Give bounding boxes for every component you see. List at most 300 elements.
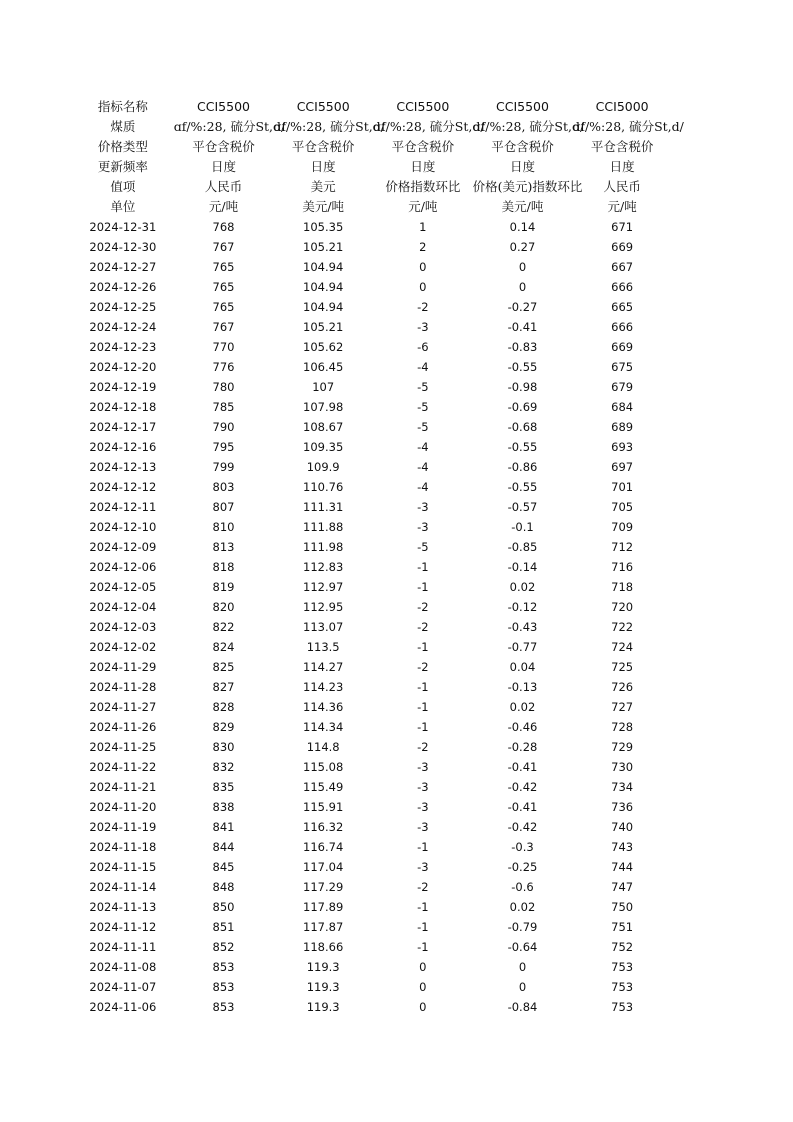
row-label: 煤质: [110, 119, 136, 134]
price-rmb-cell: 830: [212, 740, 235, 754]
cci5000-price-cell: 722: [611, 620, 634, 634]
index-change-cell: -3: [417, 760, 429, 774]
price-usd-cell: 114.36: [303, 700, 344, 714]
date-cell: 2024-12-03: [89, 620, 157, 634]
price-usd-cell: 108.67: [303, 420, 344, 434]
cci5000-price-cell: 747: [611, 880, 634, 894]
cci5000-price-cell: 666: [611, 320, 634, 334]
cci5000-price-cell: 753: [611, 960, 634, 974]
table-row: [72, 917, 672, 937]
cci5000-price-cell: 730: [611, 760, 634, 774]
header-cell-frequency: 日度: [410, 159, 436, 174]
date-cell: 2024-11-22: [89, 760, 157, 774]
index-change-cell: 0: [419, 980, 427, 994]
date-cell: 2024-11-20: [89, 800, 157, 814]
header-cell-price-type: 平仓含税价: [291, 139, 355, 154]
price-rmb-cell: 828: [212, 700, 235, 714]
index-change-cell: -5: [417, 420, 429, 434]
header-cell-quality: ɑf/%:28, 硫分St,d/: [273, 119, 385, 134]
date-cell: 2024-12-09: [89, 540, 157, 554]
index-change-cell: -5: [417, 380, 429, 394]
index-change-cell: -1: [417, 580, 429, 594]
index-change-cell: -1: [417, 680, 429, 694]
table-row: [72, 657, 672, 677]
date-cell: 2024-11-26: [89, 720, 157, 734]
index-change-cell: -5: [417, 540, 429, 554]
price-usd-cell: 111.88: [303, 520, 344, 534]
date-cell: 2024-11-08: [89, 960, 157, 974]
header-cell-quality: ɑf/%:28, 硫分St,d/: [572, 119, 684, 134]
price-rmb-cell: 825: [212, 660, 235, 674]
date-cell: 2024-12-06: [89, 560, 157, 574]
price-type-row: [72, 137, 672, 157]
price-rmb-cell: 810: [212, 520, 235, 534]
price-rmb-cell: 820: [212, 600, 235, 614]
usd-index-change-cell: 0.14: [509, 220, 536, 234]
price-rmb-cell: 832: [212, 760, 235, 774]
usd-index-change-cell: -0.55: [507, 360, 538, 374]
index-change-cell: -3: [417, 320, 429, 334]
price-usd-cell: 117.87: [303, 920, 344, 934]
price-usd-cell: 115.91: [303, 800, 344, 814]
date-cell: 2024-12-24: [89, 320, 157, 334]
price-usd-cell: 107: [312, 380, 335, 394]
price-rmb-cell: 844: [212, 840, 235, 854]
date-cell: 2024-11-29: [89, 660, 157, 674]
usd-index-change-cell: -0.14: [507, 560, 538, 574]
price-usd-cell: 105.62: [303, 340, 344, 354]
price-rmb-cell: 799: [212, 460, 235, 474]
table-row: [72, 437, 672, 457]
header-cell-unit: 美元/吨: [302, 199, 345, 214]
price-usd-cell: 119.3: [306, 960, 340, 974]
index-change-cell: -2: [417, 620, 429, 634]
usd-index-change-cell: -0.55: [507, 440, 538, 454]
index-change-cell: -2: [417, 660, 429, 674]
price-usd-cell: 119.3: [306, 1000, 340, 1014]
date-cell: 2024-12-11: [89, 500, 157, 514]
date-cell: 2024-12-19: [89, 380, 157, 394]
cci5000-price-cell: 728: [611, 720, 634, 734]
usd-index-change-cell: -0.3: [511, 840, 534, 854]
date-cell: 2024-11-07: [89, 980, 157, 994]
price-rmb-cell: 818: [212, 560, 235, 574]
cci5000-price-cell: 725: [611, 660, 634, 674]
price-usd-cell: 119.3: [306, 980, 340, 994]
cci5000-price-cell: 753: [611, 1000, 634, 1014]
index-change-cell: -1: [417, 720, 429, 734]
header-cell-unit: 美元/吨: [501, 199, 544, 214]
cci5000-price-cell: 753: [611, 980, 634, 994]
price-rmb-cell: 835: [212, 780, 235, 794]
table-row: [72, 257, 672, 277]
price-usd-cell: 105.21: [303, 240, 344, 254]
usd-index-change-cell: -0.79: [507, 920, 538, 934]
table-row: [72, 497, 672, 517]
header-cell-quality: ɑf/%:28, 硫分St,d/: [373, 119, 485, 134]
header-cell-unit: 元/吨: [208, 199, 239, 214]
header-cell-name: CCI5500: [197, 99, 250, 114]
cci5000-price-cell: 709: [611, 520, 634, 534]
index-change-cell: -3: [417, 780, 429, 794]
price-rmb-cell: 785: [212, 400, 235, 414]
price-usd-cell: 112.97: [303, 580, 344, 594]
date-cell: 2024-12-12: [89, 480, 157, 494]
table-body: [72, 97, 684, 1017]
usd-index-change-cell: -0.83: [507, 340, 538, 354]
price-usd-cell: 105.21: [303, 320, 344, 334]
header-cell-name: CCI5500: [496, 99, 549, 114]
price-rmb-cell: 853: [212, 980, 235, 994]
table-row: [72, 717, 672, 737]
cci5000-price-cell: 697: [611, 460, 634, 474]
header-cell-frequency: 日度: [609, 159, 635, 174]
value-item-row: [72, 177, 672, 197]
table-row: [72, 897, 672, 917]
usd-index-change-cell: -0.13: [507, 680, 538, 694]
header-cell-price-type: 平仓含税价: [391, 139, 455, 154]
index-change-cell: 0: [419, 1000, 427, 1014]
price-usd-cell: 117.29: [303, 880, 344, 894]
date-cell: 2024-11-14: [89, 880, 157, 894]
table-row: [72, 377, 672, 397]
date-cell: 2024-12-04: [89, 600, 157, 614]
table-row: [72, 577, 672, 597]
header-cell-frequency: 日度: [310, 159, 336, 174]
header-cell-name: CCI5000: [595, 99, 649, 114]
cci5000-price-cell: 743: [611, 840, 634, 854]
index-change-cell: -3: [417, 520, 429, 534]
cci5000-price-cell: 752: [611, 940, 634, 954]
price-usd-cell: 104.94: [303, 300, 344, 314]
price-rmb-cell: 824: [212, 640, 235, 654]
date-cell: 2024-11-13: [89, 900, 157, 914]
usd-index-change-cell: -0.69: [507, 400, 538, 414]
usd-index-change-cell: 0.02: [509, 700, 536, 714]
usd-index-change-cell: -0.42: [507, 820, 538, 834]
price-usd-cell: 113.5: [306, 640, 340, 654]
index-change-cell: -1: [417, 900, 429, 914]
table-row: [72, 317, 672, 337]
coal-quality-row: [72, 117, 672, 137]
row-label: 价格类型: [97, 139, 148, 154]
date-cell: 2024-11-21: [89, 780, 157, 794]
price-rmb-cell: 853: [212, 1000, 235, 1014]
usd-index-change-cell: -0.43: [507, 620, 538, 634]
usd-index-change-cell: -0.68: [507, 420, 538, 434]
header-cell-name: CCI5500: [296, 99, 350, 114]
cci5000-price-cell: 720: [611, 600, 634, 614]
cci5000-price-cell: 667: [611, 260, 634, 274]
index-change-cell: 1: [419, 220, 427, 234]
usd-index-change-cell: 0: [518, 960, 527, 974]
date-cell: 2024-12-23: [89, 340, 157, 354]
price-rmb-cell: 822: [212, 620, 235, 634]
price-rmb-cell: 853: [212, 960, 235, 974]
cci5000-price-cell: 718: [611, 580, 634, 594]
cci5000-price-cell: 740: [611, 820, 634, 834]
price-usd-cell: 117.04: [303, 860, 344, 874]
cci5000-price-cell: 665: [611, 300, 634, 314]
row-label: 指标名称: [97, 99, 148, 114]
cci5000-price-cell: 716: [611, 560, 634, 574]
header-cell-value-item: 美元: [310, 179, 336, 194]
cci5000-price-cell: 669: [611, 240, 634, 254]
price-usd-cell: 114.34: [303, 720, 344, 734]
price-rmb-cell: 841: [212, 820, 235, 834]
header-cell-frequency: 日度: [509, 159, 535, 174]
table-row: [72, 237, 672, 257]
cci5000-price-cell: 689: [611, 420, 634, 434]
index-change-cell: 0: [419, 260, 427, 274]
usd-index-change-cell: -0.12: [507, 600, 538, 614]
cci5000-price-cell: 729: [611, 740, 634, 754]
table-row: [72, 477, 672, 497]
date-cell: 2024-11-15: [89, 860, 157, 874]
table-row: [72, 537, 672, 557]
date-cell: 2024-11-06: [89, 1000, 157, 1014]
table-row: [72, 757, 672, 777]
index-change-cell: -2: [417, 600, 429, 614]
table-row: [72, 857, 672, 877]
price-rmb-cell: 845: [212, 860, 235, 874]
table-row: [72, 217, 672, 237]
index-change-cell: -3: [417, 500, 429, 514]
price-usd-cell: 116.32: [303, 820, 344, 834]
usd-index-change-cell: -0.84: [507, 1000, 538, 1014]
header-cell-price-type: 平仓含税价: [192, 139, 255, 154]
cci5000-price-cell: 684: [611, 400, 634, 414]
cci5000-price-cell: 701: [611, 480, 634, 494]
usd-index-change-cell: -0.25: [507, 860, 538, 874]
usd-index-change-cell: -0.57: [507, 500, 538, 514]
table-row: [72, 677, 672, 697]
price-rmb-cell: 827: [212, 680, 235, 694]
price-rmb-cell: 776: [212, 360, 235, 374]
table-row: [72, 937, 672, 957]
usd-index-change-cell: -0.42: [507, 780, 538, 794]
price-rmb-cell: 767: [212, 320, 235, 334]
price-usd-cell: 116.74: [303, 840, 344, 854]
date-cell: 2024-12-20: [89, 360, 157, 374]
price-rmb-cell: 848: [212, 880, 235, 894]
cci5000-price-cell: 679: [611, 380, 634, 394]
date-cell: 2024-11-25: [89, 740, 157, 754]
date-cell: 2024-12-05: [89, 580, 157, 594]
index-change-cell: -1: [417, 920, 429, 934]
header-cell-price-type: 平仓含税价: [491, 139, 554, 154]
price-usd-cell: 113.07: [303, 620, 344, 634]
table-row: [72, 737, 672, 757]
date-cell: 2024-12-31: [89, 220, 157, 234]
price-index-table: [72, 97, 684, 1017]
usd-index-change-cell: -0.46: [507, 720, 538, 734]
index-change-cell: -4: [417, 440, 429, 454]
price-usd-cell: 112.83: [303, 560, 344, 574]
index-change-cell: -2: [417, 740, 429, 754]
date-cell: 2024-12-26: [89, 280, 157, 294]
date-cell: 2024-12-17: [89, 420, 157, 434]
price-usd-cell: 112.95: [303, 600, 344, 614]
price-rmb-cell: 780: [212, 380, 235, 394]
cci5000-price-cell: 675: [611, 360, 634, 374]
table-row: [72, 597, 672, 617]
price-usd-cell: 110.76: [303, 480, 344, 494]
price-rmb-cell: 790: [212, 420, 235, 434]
price-rmb-cell: 767: [212, 240, 235, 254]
table-row: [72, 457, 672, 477]
table-row: [72, 837, 672, 857]
index-change-cell: -4: [417, 360, 429, 374]
row-label: 单位: [110, 199, 136, 214]
header-cell-value-item: 价格指数环比: [385, 179, 461, 194]
price-usd-cell: 111.31: [303, 500, 344, 514]
index-change-cell: -3: [417, 820, 429, 834]
frequency-row: [72, 157, 672, 177]
price-usd-cell: 111.98: [303, 540, 344, 554]
index-change-cell: -3: [417, 800, 429, 814]
price-rmb-cell: 807: [212, 500, 235, 514]
table-row: [72, 637, 672, 657]
date-cell: 2024-12-02: [89, 640, 157, 654]
cci5000-price-cell: 726: [611, 680, 634, 694]
price-rmb-cell: 795: [212, 440, 235, 454]
table-row: [72, 957, 672, 977]
price-usd-cell: 115.08: [303, 760, 344, 774]
price-usd-cell: 105.35: [303, 220, 344, 234]
index-change-cell: -1: [417, 940, 429, 954]
date-cell: 2024-11-27: [89, 700, 157, 714]
usd-index-change-cell: -0.64: [507, 940, 538, 954]
table-row: [72, 617, 672, 637]
date-cell: 2024-12-10: [89, 520, 157, 534]
date-cell: 2024-12-30: [89, 240, 157, 254]
usd-index-change-cell: -0.6: [511, 880, 534, 894]
price-usd-cell: 104.94: [303, 260, 344, 274]
table-row: [72, 777, 672, 797]
usd-index-change-cell: 0.27: [509, 240, 536, 254]
header-cell-quality: ɑf/%:28, 硫分St,d/: [173, 119, 286, 134]
table-row: [72, 417, 672, 437]
header-cell-value-item: 人民币: [603, 179, 641, 194]
usd-index-change-cell: 0.04: [509, 660, 536, 674]
index-change-cell: -6: [417, 340, 429, 354]
price-usd-cell: 109.35: [303, 440, 344, 454]
price-usd-cell: 117.89: [303, 900, 344, 914]
usd-index-change-cell: 0.02: [509, 580, 536, 594]
cci5000-price-cell: 736: [611, 800, 634, 814]
cci5000-price-cell: 744: [611, 860, 634, 874]
index-change-cell: 0: [419, 960, 427, 974]
table-row: [72, 557, 672, 577]
usd-index-change-cell: -0.77: [507, 640, 538, 654]
usd-index-change-cell: -0.85: [507, 540, 538, 554]
price-rmb-cell: 765: [212, 280, 235, 294]
price-rmb-cell: 803: [212, 480, 235, 494]
cci5000-price-cell: 750: [611, 900, 634, 914]
cci5000-price-cell: 693: [611, 440, 634, 454]
header-cell-frequency: 日度: [211, 159, 237, 174]
usd-index-change-cell: 0: [518, 980, 527, 994]
header-cell-value-item: 价格(美元)指数环比: [472, 179, 583, 194]
header-cell-name: CCI5500: [396, 99, 450, 114]
date-cell: 2024-11-18: [89, 840, 157, 854]
table-row: [72, 977, 672, 997]
price-rmb-cell: 829: [212, 720, 235, 734]
usd-index-change-cell: -0.28: [507, 740, 538, 754]
usd-index-change-cell: -0.55: [507, 480, 538, 494]
header-cell-value-item: 人民币: [204, 179, 243, 194]
index-change-cell: 0: [419, 280, 427, 294]
header-cell-quality: ɑf/%:28, 硫分St,d/: [472, 119, 585, 134]
header-cell-price-type: 平仓含税价: [590, 139, 654, 154]
table-row: [72, 337, 672, 357]
cci5000-price-cell: 724: [611, 640, 634, 654]
header-cell-unit: 元/吨: [607, 199, 637, 214]
price-usd-cell: 114.27: [303, 660, 344, 674]
price-usd-cell: 106.45: [303, 360, 344, 374]
index-change-cell: -2: [417, 880, 429, 894]
date-cell: 2024-12-16: [89, 440, 157, 454]
table-row: [72, 297, 672, 317]
cci5000-price-cell: 727: [611, 700, 634, 714]
price-rmb-cell: 819: [212, 580, 235, 594]
cci5000-price-cell: 712: [611, 540, 634, 554]
date-cell: 2024-12-25: [89, 300, 157, 314]
price-rmb-cell: 768: [212, 220, 235, 234]
price-usd-cell: 118.66: [303, 940, 344, 954]
table-row: [72, 817, 672, 837]
row-label: 更新频率: [97, 159, 148, 174]
index-change-cell: -5: [417, 400, 429, 414]
usd-index-change-cell: 0: [518, 280, 527, 294]
unit-row: [72, 197, 672, 217]
cci5000-price-cell: 671: [611, 220, 634, 234]
index-change-cell: 2: [419, 240, 427, 254]
date-cell: 2024-12-27: [89, 260, 157, 274]
price-usd-cell: 114.23: [303, 680, 344, 694]
usd-index-change-cell: -0.41: [507, 760, 538, 774]
data-sheet: [72, 97, 684, 1017]
date-cell: 2024-12-18: [89, 400, 157, 414]
price-rmb-cell: 851: [212, 920, 235, 934]
index-change-cell: -1: [417, 560, 429, 574]
usd-index-change-cell: -0.27: [507, 300, 538, 314]
index-change-cell: -3: [417, 860, 429, 874]
price-usd-cell: 115.49: [303, 780, 344, 794]
table-row: [72, 697, 672, 717]
price-usd-cell: 109.9: [306, 460, 340, 474]
index-change-cell: -4: [417, 460, 429, 474]
table-row: [72, 277, 672, 297]
price-usd-cell: 104.94: [303, 280, 344, 294]
index-change-cell: -1: [417, 700, 429, 714]
index-change-cell: -2: [417, 300, 429, 314]
indicator-name-row: [72, 97, 672, 117]
date-cell: 2024-11-11: [89, 940, 157, 954]
table-row: [72, 357, 672, 377]
table-row: [72, 877, 672, 897]
usd-index-change-cell: -0.41: [507, 320, 538, 334]
cci5000-price-cell: 666: [611, 280, 634, 294]
row-label: 值项: [110, 179, 136, 194]
price-rmb-cell: 850: [212, 900, 235, 914]
usd-index-change-cell: -0.1: [511, 520, 534, 534]
price-rmb-cell: 765: [212, 300, 235, 314]
usd-index-change-cell: -0.41: [507, 800, 538, 814]
table-row: [72, 797, 672, 817]
date-cell: 2024-11-12: [89, 920, 157, 934]
